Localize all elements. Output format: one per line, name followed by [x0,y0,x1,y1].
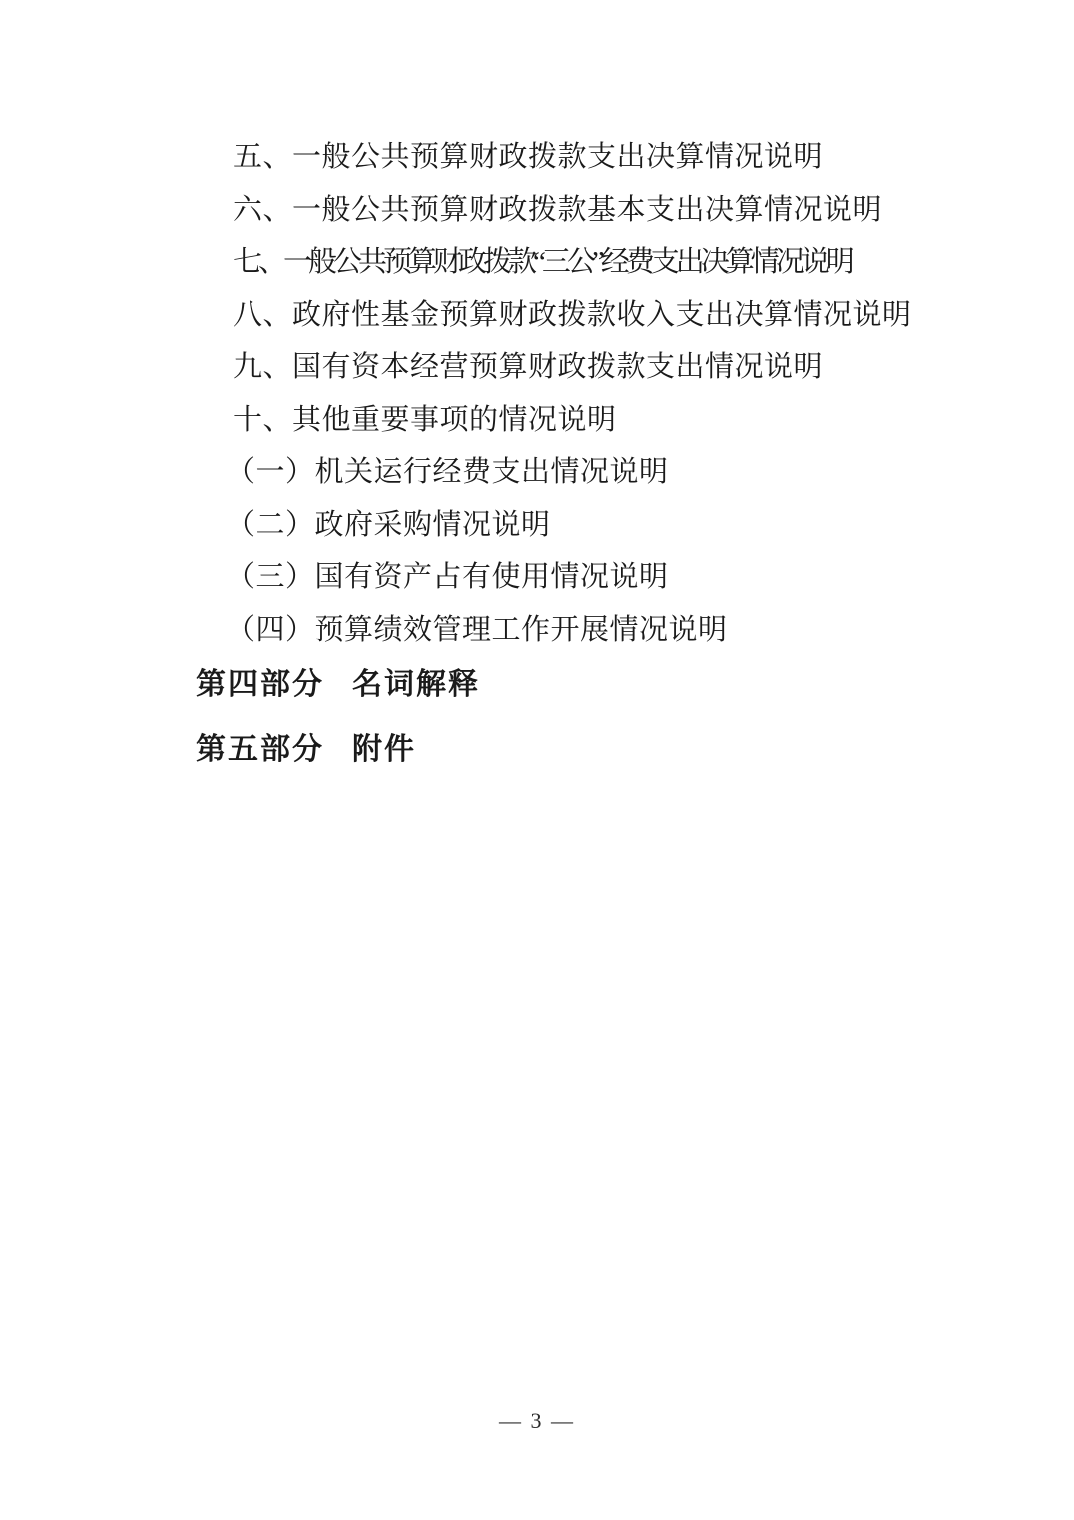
toc-item: 十、其他重要事项的情况说明 [233,403,617,436]
toc-item: 八、政府性基金预算财政拨款收入支出决算情况说明 [233,298,912,331]
section-heading-part5 [196,730,1074,770]
page-number: — 3 — [499,1408,575,1433]
section-heading-part4 [196,665,1074,705]
toc-item: 七、一般公共预算财政拨款“三公”经费支出决算情况说明 [233,246,851,278]
toc-subitem: （一）机关运行经费支出情况说明 [226,456,669,488]
toc-subitem: （四）预算绩效管理工作开展情况说明 [226,613,728,646]
toc-item: 六、一般公共预算财政拨款基本支出决算情况说明 [233,193,883,226]
section-number: 第四部分 [196,668,324,701]
section-title: 附件 [352,733,416,766]
toc-list [196,131,1074,656]
section-title: 名词解释 [352,668,480,701]
toc-subitem: （二）政府采购情况说明 [226,508,551,541]
toc-item: 五、一般公共预算财政拨款支出决算情况说明 [233,141,824,173]
toc-subitem: （三）国有资产占有使用情况说明 [226,561,669,593]
toc-item: 九、国有资本经营预算财政拨款支出情况说明 [233,351,824,383]
section-number: 第五部分 [196,733,324,766]
